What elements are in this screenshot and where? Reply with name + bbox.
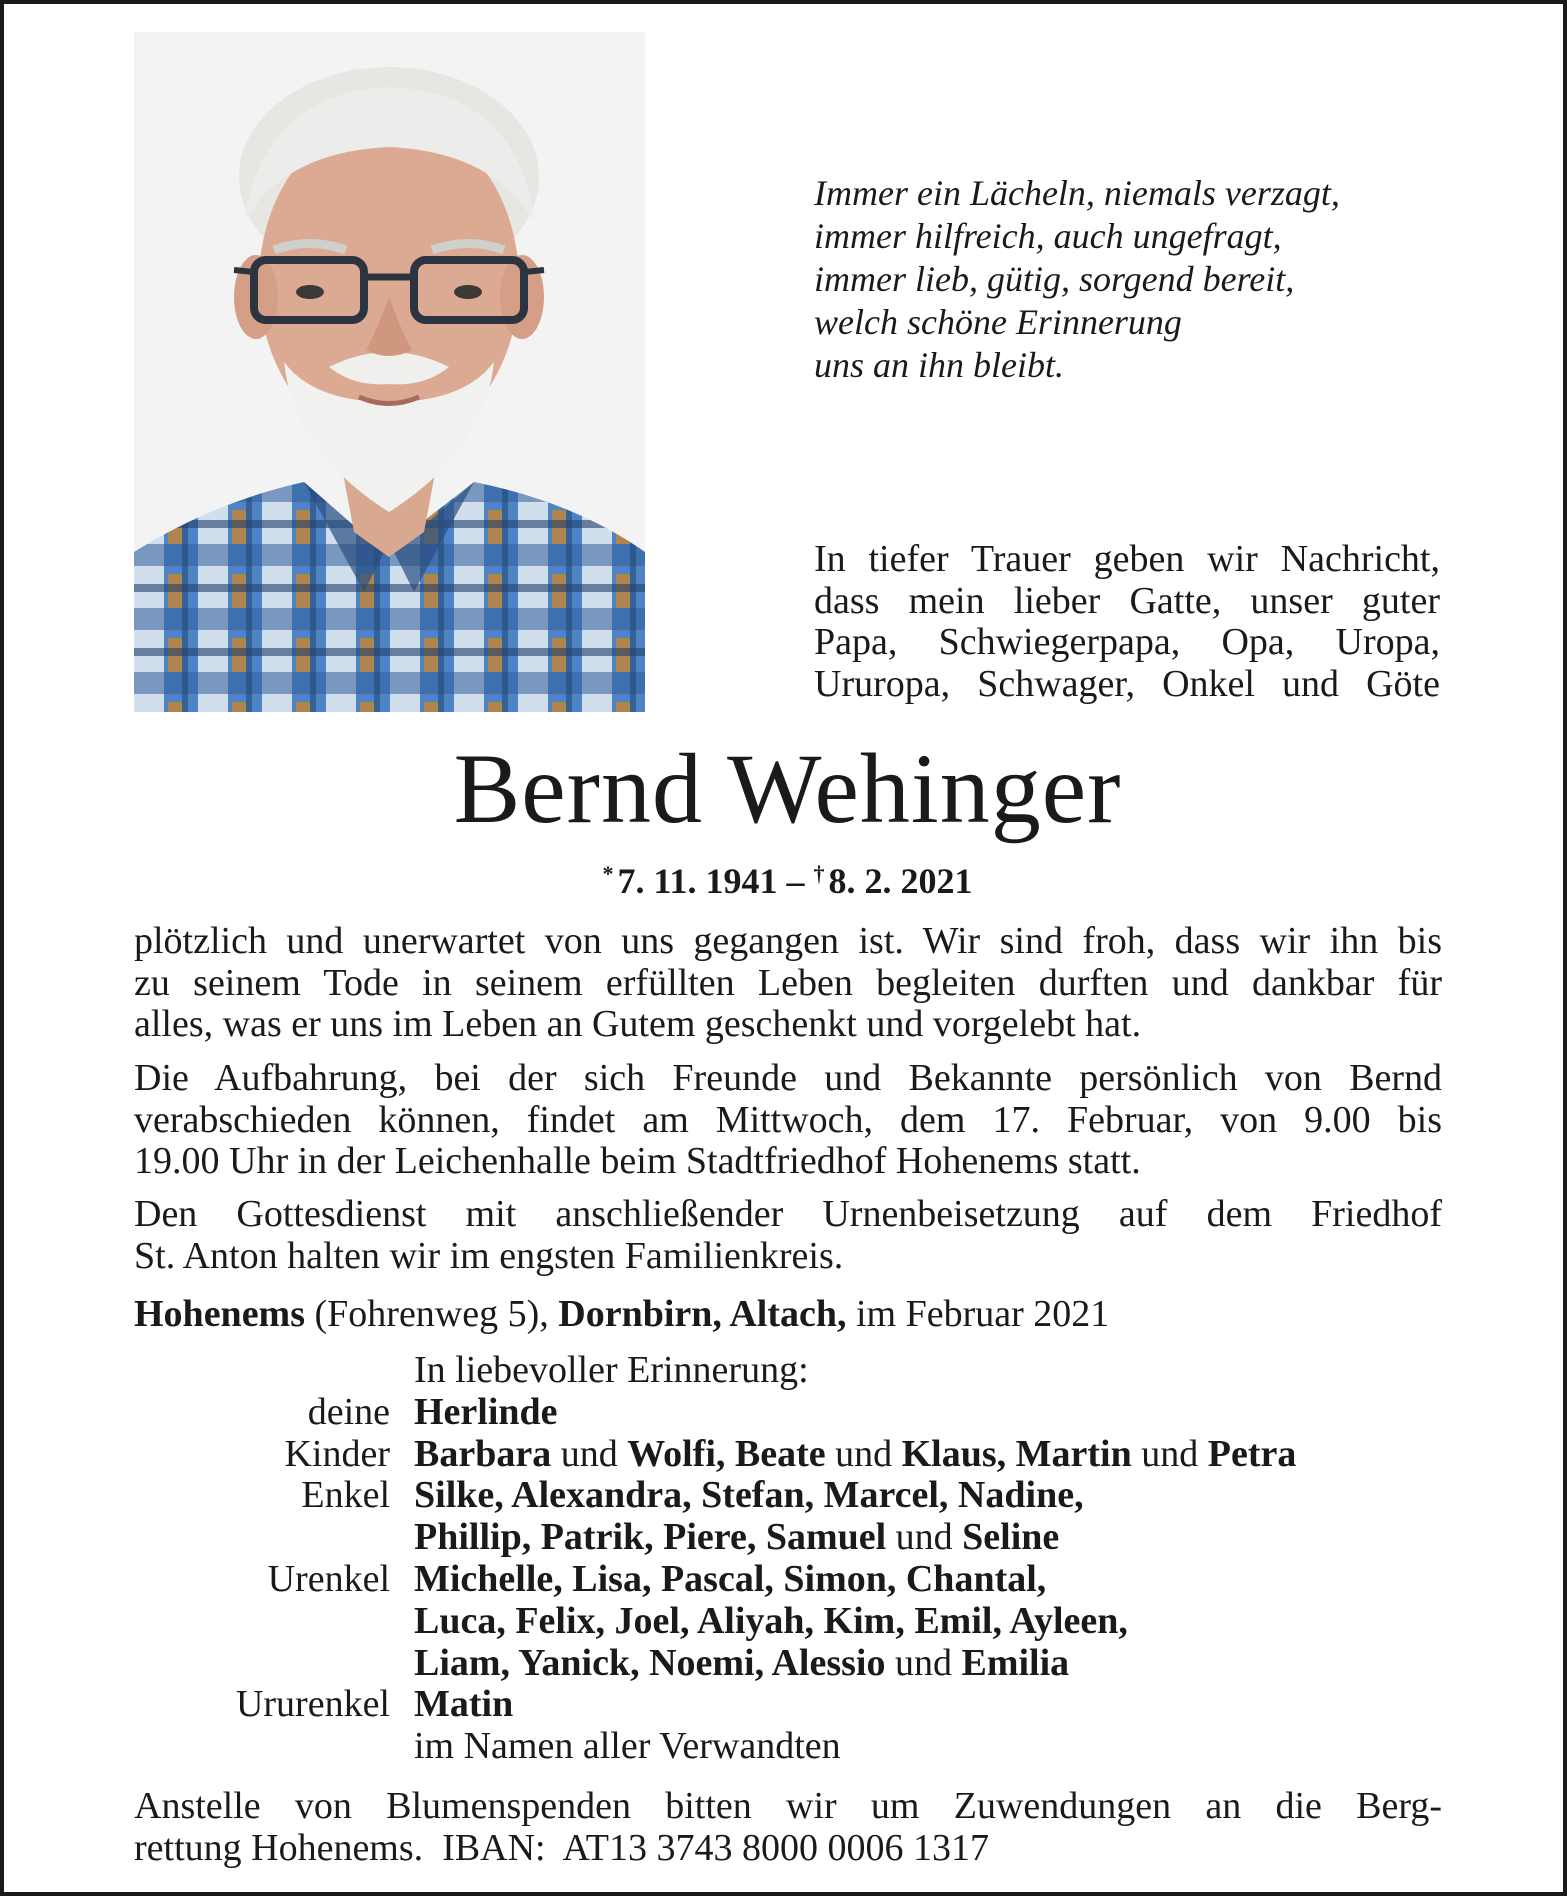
- paragraph-line: St. Anton halten wir im engsten Familienkreis.: [134, 1234, 844, 1277]
- donation-line: Anstelle von Blumenspenden bitten wir um Zuwendungen an die Berg-: [134, 1785, 1442, 1827]
- family-row-continued: [134, 1643, 1464, 1685]
- poem-line: immer lieb, gütig, sorgend bereit,: [814, 259, 1295, 299]
- family-names: Luca, Felix, Joel, Aliyah, Kim, Emil, Ayleen,: [414, 1599, 1128, 1642]
- paragraph-line: verabschieden können, findet am Mittwoch, dem 17. Februar, von 9.00 bis: [134, 1098, 1442, 1141]
- donation-line: rettung Hohenems. IBAN: AT13 3743 8000 0006 1317: [134, 1826, 989, 1869]
- paragraph-service: [134, 1194, 1442, 1277]
- place-other: Dornbirn, Altach,: [558, 1293, 847, 1335]
- paragraph-line: Den Gottesdienst mit anschließender Urnenbeisetzung auf dem Friedhof: [134, 1193, 1442, 1235]
- family-label: deine: [307, 1390, 390, 1433]
- portrait-photo: [134, 32, 645, 712]
- life-dates: [4, 854, 1567, 901]
- poem-line: Immer ein Lächeln, niemals verzagt,: [814, 173, 1340, 213]
- family-names: Matin: [414, 1683, 514, 1726]
- family-row-continued: [134, 1517, 1464, 1559]
- address: (Fohrenweg 5),: [305, 1293, 559, 1335]
- family-label: Enkel: [301, 1474, 390, 1517]
- paragraph-line: 19.00 Uhr in der Leichenhalle beim Stadtfriedhof Hohenems statt.: [134, 1140, 1141, 1182]
- family-names: Silke, Alexandra, Stefan, Marcel, Nadine,: [414, 1474, 1084, 1517]
- family-intro: In liebevoller Erinnerung:: [414, 1349, 809, 1391]
- paragraph-passing: [134, 921, 1442, 1046]
- date-text: im Februar 2021: [846, 1293, 1110, 1335]
- intro-line: Ururopa, Schwager, Onkel und Göte: [814, 662, 1440, 705]
- place-date-line: [134, 1294, 1442, 1336]
- paragraph-line: zu seinem Tode in seinem erfüllten Leben begleiten durften und dankbar für: [134, 961, 1442, 1004]
- paragraph-line: alles, was er uns im Leben an Gutem geschenkt und vorgelebt hat.: [134, 1003, 1142, 1045]
- portrait-illustration: [134, 32, 645, 712]
- memorial-poem: [814, 172, 1514, 387]
- family-row-continued: [134, 1601, 1464, 1643]
- family-row-children: [134, 1434, 1464, 1476]
- family-outro: im Namen aller Verwandten: [414, 1725, 841, 1768]
- family-row: [134, 1350, 1464, 1392]
- poem-line: immer hilfreich, auch ungefragt,: [814, 216, 1282, 256]
- intro-line: dass mein lieber Gatte, unser guter: [814, 579, 1440, 622]
- poem-line: uns an ihn bleibt.: [814, 345, 1064, 385]
- family-label: Urenkel: [267, 1557, 390, 1600]
- family-row-grandchildren: [134, 1475, 1464, 1517]
- birth-date: 7. 11. 1941: [617, 861, 778, 901]
- paragraph-viewing: [134, 1058, 1442, 1183]
- intro-line: Papa, Schwiegerpapa, Opa, Uropa,: [814, 621, 1440, 663]
- poem-line: welch schöne Erinnerung: [814, 302, 1182, 342]
- birth-symbol: *: [602, 861, 614, 886]
- death-symbol: †: [813, 861, 825, 886]
- family-names: Michelle, Lisa, Pascal, Simon, Chantal,: [414, 1557, 1047, 1600]
- family-row: [134, 1726, 1464, 1768]
- death-date: 8. 2. 2021: [828, 861, 973, 901]
- date-separator: –: [786, 861, 805, 901]
- family-list: [134, 1350, 1464, 1768]
- family-row-great-grandchildren: [134, 1559, 1464, 1601]
- family-names: Herlinde: [414, 1390, 558, 1433]
- family-row-wife: [134, 1392, 1464, 1434]
- paragraph-line: Die Aufbahrung, bei der sich Freunde und Bekannte persönlich von Bernd: [134, 1057, 1442, 1099]
- family-names: Barbara und Wolfi, Beate und Klaus, Martin und Petra: [414, 1432, 1297, 1475]
- place-hohenems: Hohenems: [134, 1293, 305, 1335]
- family-label: Kinder: [284, 1432, 390, 1475]
- family-names: Phillip, Patrik, Piere, Samuel und Seline: [414, 1516, 1060, 1559]
- family-label: Ururenkel: [235, 1683, 390, 1726]
- announcement-intro: [814, 539, 1440, 705]
- intro-line: In tiefer Trauer geben wir Nachricht,: [814, 538, 1440, 580]
- paragraph-line: plötzlich und unerwartet von uns gegangen ist. Wir sind froh, dass wir ihn bis: [134, 920, 1442, 962]
- donation-note: [134, 1786, 1442, 1869]
- deceased-name: Bernd Wehinger: [453, 733, 1122, 844]
- family-names: Liam, Yanick, Noemi, Alessio und Emilia: [414, 1641, 1070, 1684]
- family-row-great-great-grandchildren: [134, 1684, 1464, 1726]
